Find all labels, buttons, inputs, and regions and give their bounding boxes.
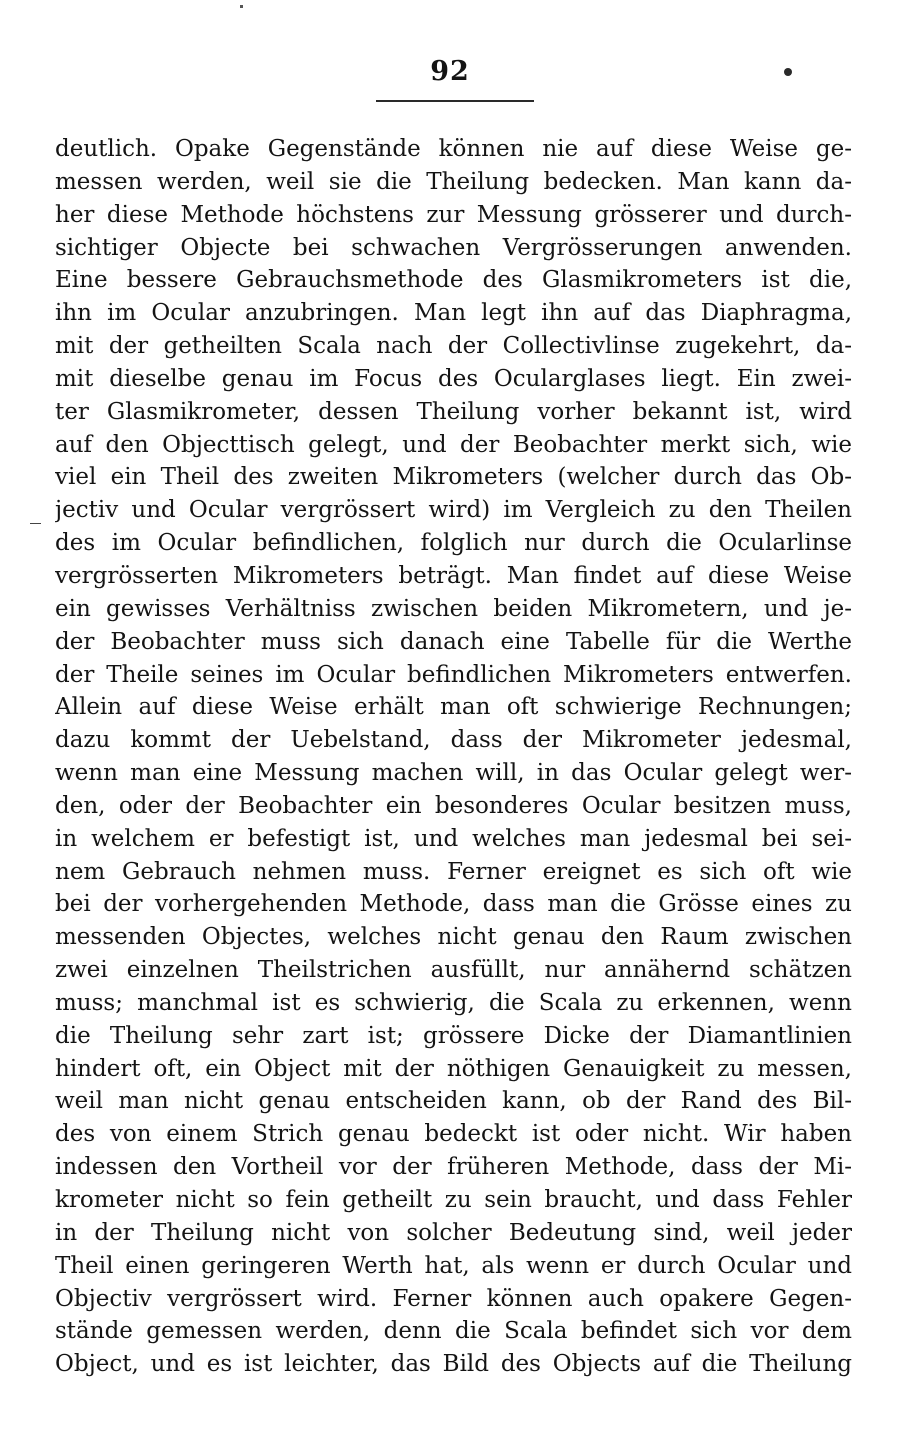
text-line: indessen den Vortheil vor der früheren Methode, dass der Mi- bbox=[55, 1154, 852, 1181]
text-line: hindert oft, ein Object mit der nöthigen Genauigkeit zu messen, bbox=[55, 1055, 852, 1082]
text-line: stände gemessen werden, denn die Scala befindet sich vor dem bbox=[55, 1318, 852, 1345]
page-number: 92 bbox=[430, 56, 470, 87]
text-line: ter Glasmikrometer, dessen Theilung vorher bekannt ist, wird bbox=[55, 398, 852, 425]
text-line: des im Ocular befindlichen, folglich nur durch die Ocularlinse bbox=[55, 530, 852, 557]
text-line: vergrösserten Mikrometers beträgt. Man findet auf diese Weise bbox=[55, 562, 852, 589]
text-line: ihn im Ocular anzubringen. Man legt ihn auf das Diaphragma, bbox=[55, 300, 852, 327]
text-line: krometer nicht so fein getheilt zu sein braucht, und dass Fehler bbox=[55, 1187, 852, 1213]
text-line: her diese Methode höchstens zur Messung grösserer und durch- bbox=[55, 201, 852, 228]
text-line: der Theile seines im Ocular befindlichen Mikrometers entwerfen. bbox=[55, 661, 852, 688]
text-line: messen werden, weil sie die Theilung bedecken. Man kann da- bbox=[55, 168, 852, 195]
text-line: in der Theilung nicht von solcher Bedeutung sind, weil jeder bbox=[55, 1219, 852, 1246]
text-line: Allein auf diese Weise erhält man oft schwierige Rechnungen; bbox=[55, 694, 852, 721]
text-line: der Beobachter muss sich danach eine Tabelle für die Werthe bbox=[55, 628, 852, 655]
text-line: wenn man eine Messung machen will, in das Ocular gelegt wer- bbox=[55, 760, 852, 787]
text-line: jectiv und Ocular vergrössert wird) im Vergleich zu den Theilen bbox=[55, 497, 852, 524]
text-line: sichtiger Objecte bei schwachen Vergrösserungen anwenden. bbox=[55, 234, 852, 261]
text-line: Theil einen geringeren Werth hat, als wenn er durch Ocular und bbox=[55, 1252, 852, 1279]
body-text bbox=[55, 133, 852, 1381]
margin-mark bbox=[30, 523, 41, 524]
text-line: in welchem er befestigt ist, und welches man jedesmal bei sei- bbox=[55, 825, 852, 852]
text-line: Objectiv vergrössert wird. Ferner können auch opakere Gegen- bbox=[55, 1285, 852, 1312]
text-line: deutlich. Opake Gegenstände können nie auf diese Weise ge- bbox=[55, 136, 852, 162]
text-line: mit der getheilten Scala nach der Collectivlinse zugekehrt, da- bbox=[55, 333, 852, 360]
text-line: viel ein Theil des zweiten Mikrometers (welcher durch das Ob- bbox=[55, 464, 852, 491]
text-line: nem Gebrauch nehmen muss. Ferner ereignet es sich oft wie bbox=[55, 858, 852, 885]
text-line: die Theilung sehr zart ist; grössere Dicke der Diamantlinien bbox=[55, 1022, 852, 1049]
text-line: den, oder der Beobachter ein besonderes Ocular besitzen muss, bbox=[55, 792, 852, 819]
text-line: ein gewisses Verhältniss zwischen beiden Mikrometern, und je- bbox=[55, 595, 852, 622]
text-line: bei der vorhergehenden Methode, dass man die Grösse eines zu bbox=[55, 891, 852, 918]
text-line: auf den Objecttisch gelegt, und der Beobachter merkt sich, wie bbox=[55, 431, 852, 458]
scan-speck bbox=[240, 5, 243, 8]
header-rule bbox=[376, 100, 534, 102]
text-line: dazu kommt der Uebelstand, dass der Mikrometer jedesmal, bbox=[55, 727, 852, 754]
ink-blot bbox=[784, 68, 792, 76]
text-line: Eine bessere Gebrauchsmethode des Glasmikrometers ist die, bbox=[55, 267, 852, 294]
text-line: muss; manchmal ist es schwierig, die Scala zu erkennen, wenn bbox=[55, 989, 852, 1016]
text-line: mit dieselbe genau im Focus des Ocularglases liegt. Ein zwei- bbox=[55, 365, 852, 392]
text-line: Object, und es ist leichter, das Bild des Objects auf die Theilung bbox=[55, 1351, 852, 1378]
text-line: zwei einzelnen Theilstrichen ausfüllt, nur annähernd schätzen bbox=[55, 957, 852, 984]
text-line: messenden Objectes, welches nicht genau den Raum zwischen bbox=[55, 924, 852, 951]
text-line: weil man nicht genau entscheiden kann, ob der Rand des Bil- bbox=[55, 1088, 852, 1115]
text-line: des von einem Strich genau bedeckt ist oder nicht. Wir haben bbox=[55, 1121, 852, 1148]
